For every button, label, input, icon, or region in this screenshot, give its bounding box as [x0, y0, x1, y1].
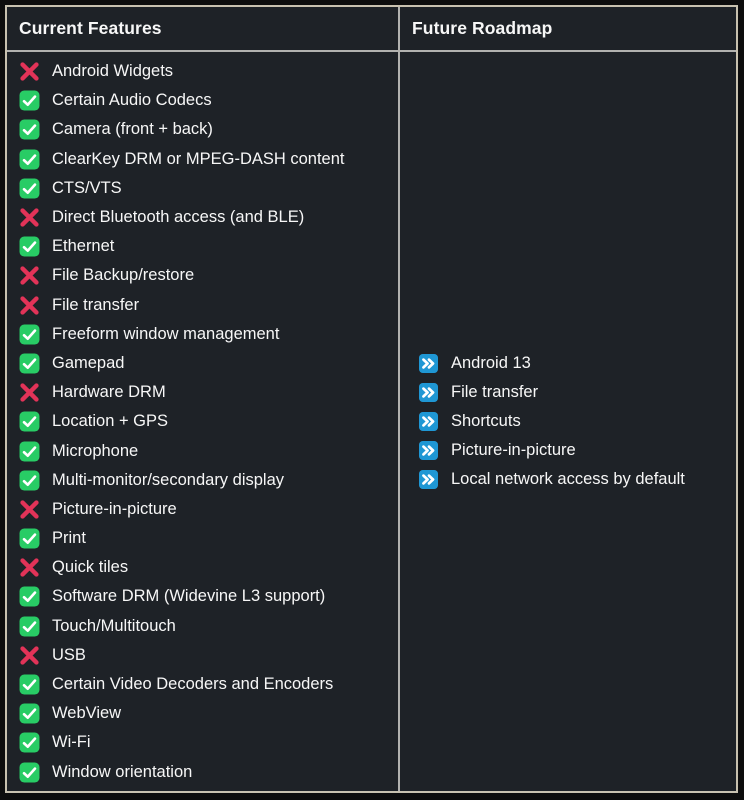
feature-item: [19, 261, 398, 290]
table-header-row: [7, 7, 736, 52]
fast-forward-icon: [419, 470, 438, 489]
cross-icon: [19, 295, 40, 316]
cross-icon: [19, 557, 40, 578]
feature-item-label: Microphone: [52, 441, 139, 460]
feature-item: [19, 553, 398, 582]
feature-item: [19, 699, 398, 728]
feature-item-label: Local network access by default: [451, 470, 685, 489]
feature-item: [19, 378, 398, 407]
check-icon: [19, 119, 40, 140]
check-icon: [19, 586, 40, 607]
feature-item: [419, 436, 736, 465]
feature-item: [19, 466, 398, 495]
feature-item: [19, 86, 398, 115]
cross-icon: [19, 645, 40, 666]
feature-item-label: Window orientation: [52, 762, 193, 781]
fast-forward-icon: [419, 383, 438, 402]
cross-icon: [19, 265, 40, 286]
feature-item: [19, 758, 398, 787]
header-current-features: [7, 7, 400, 52]
feature-item-label: Certain Audio Codecs: [52, 91, 212, 110]
feature-item-label: Quick tiles: [52, 558, 129, 577]
feature-item: [19, 495, 398, 524]
feature-item-label: Shortcuts: [451, 412, 521, 430]
feature-item: [19, 57, 398, 86]
header-future-roadmap: [400, 7, 736, 52]
feature-item-label: Ethernet: [52, 237, 115, 256]
feature-item: [19, 728, 398, 757]
current-features-list: [7, 52, 400, 791]
check-icon: [19, 703, 40, 724]
table-body-row: [7, 52, 736, 791]
feature-item-label: Picture-in-picture: [52, 499, 177, 518]
feature-item-label: USB: [52, 645, 86, 664]
feature-item-label: File Backup/restore: [52, 266, 195, 285]
feature-item: [419, 465, 736, 494]
check-icon: [19, 732, 40, 753]
feature-item: [19, 407, 398, 436]
check-icon: [19, 470, 40, 491]
cross-icon: [19, 207, 40, 228]
feature-item-label: Direct Bluetooth access (and BLE): [52, 208, 305, 227]
fast-forward-icon: [419, 354, 438, 373]
check-icon: [19, 353, 40, 374]
feature-item-label: Software DRM (Widevine L3 support): [52, 587, 326, 606]
feature-item: [19, 670, 398, 699]
feature-item: [19, 641, 398, 670]
feature-item: [19, 436, 398, 465]
check-icon: [19, 178, 40, 199]
feature-item-label: Certain Video Decoders and Encoders: [52, 675, 334, 694]
feature-item-label: Wi-Fi: [52, 733, 91, 752]
fast-forward-icon: [419, 441, 438, 460]
feature-item-label: File transfer: [451, 382, 539, 401]
feature-item: [19, 582, 398, 611]
feature-item-label: Hardware DRM: [52, 383, 166, 402]
feature-item-label: ClearKey DRM or MPEG-DASH content: [52, 149, 345, 168]
feature-item: [19, 349, 398, 378]
check-icon: [19, 324, 40, 345]
feature-item-label: Picture-in-picture: [451, 441, 576, 460]
feature-item: [419, 349, 736, 378]
feature-item: [19, 291, 398, 320]
feature-comparison-table: [5, 5, 738, 793]
feature-item-label: Location + GPS: [52, 412, 169, 431]
cross-icon: [19, 382, 40, 403]
feature-item-label: WebView: [52, 704, 122, 723]
feature-item: [419, 407, 736, 436]
feature-item-label: CTS/VTS: [52, 178, 122, 197]
feature-item-label: Gamepad: [52, 353, 125, 372]
feature-item: [19, 524, 398, 553]
future-roadmap-list: [400, 52, 736, 791]
feature-item-label: File transfer: [52, 295, 140, 314]
feature-item-label: Multi-monitor/secondary display: [52, 470, 285, 489]
feature-item-label: Camera (front + back): [52, 120, 213, 139]
feature-item-label: Freeform window management: [52, 324, 280, 343]
header-future-roadmap-label: Future Roadmap: [412, 18, 553, 38]
check-icon: [19, 528, 40, 549]
cross-icon: [19, 61, 40, 82]
feature-item: [19, 232, 398, 261]
feature-item: [19, 115, 398, 144]
feature-item-label: Print: [52, 529, 86, 548]
feature-item: [19, 174, 398, 203]
check-icon: [19, 411, 40, 432]
check-icon: [19, 236, 40, 257]
check-icon: [19, 441, 40, 462]
feature-item: [419, 378, 736, 407]
check-icon: [19, 616, 40, 637]
feature-item: [19, 203, 398, 232]
feature-item-label: Android 13: [451, 353, 531, 372]
check-icon: [19, 149, 40, 170]
check-icon: [19, 90, 40, 111]
feature-item: [19, 320, 398, 349]
cross-icon: [19, 499, 40, 520]
feature-item: [19, 612, 398, 641]
check-icon: [19, 762, 40, 783]
feature-item: [19, 145, 398, 174]
header-current-features-label: Current Features: [19, 18, 162, 38]
feature-item-label: Touch/Multitouch: [52, 616, 176, 635]
check-icon: [19, 674, 40, 695]
fast-forward-icon: [419, 412, 438, 431]
feature-item-label: Android Widgets: [52, 62, 174, 81]
